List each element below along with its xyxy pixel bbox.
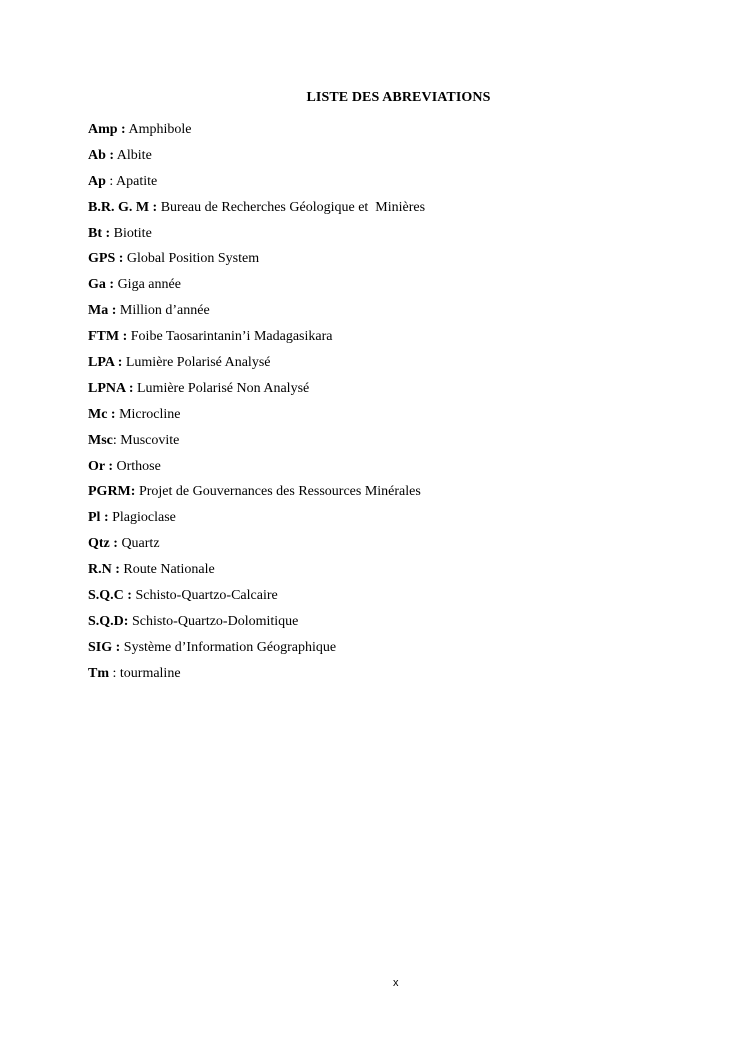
- abbreviation-term: SIG :: [88, 639, 121, 655]
- abbreviation-item: [88, 665, 425, 691]
- abbreviation-item: [88, 250, 425, 276]
- abbreviation-item: [88, 561, 425, 587]
- abbreviation-term: Ga :: [88, 277, 115, 293]
- abbreviation-term: Or :: [88, 458, 114, 474]
- page-number: x: [393, 977, 399, 989]
- abbreviation-term: Ap: [88, 173, 106, 189]
- page-title: LISTE DES ABREVIATIONS: [306, 90, 491, 105]
- abbreviation-term: Tm: [88, 665, 109, 681]
- abbreviation-term: S.Q.C :: [88, 588, 132, 604]
- abbreviation-definition: Lumière Polarisé Analysé: [125, 355, 271, 371]
- abbreviation-definition: Global Position System: [126, 251, 260, 267]
- abbreviation-item: [88, 121, 425, 147]
- abbreviation-term: Amp :: [88, 122, 126, 137]
- abbreviation-definition: Biotite: [113, 225, 152, 241]
- abbreviation-item: [88, 483, 425, 509]
- abbreviation-definition: Plagioclase: [112, 510, 176, 526]
- abbreviation-term: LPNA :: [88, 380, 134, 396]
- abbreviation-item: [88, 199, 425, 225]
- abbreviation-definition: Orthose: [116, 458, 161, 474]
- abbreviation-definition: Microcline: [119, 406, 181, 422]
- abbreviation-item: [88, 432, 425, 458]
- abbreviation-list: [88, 121, 425, 691]
- abbreviation-item: [88, 354, 425, 380]
- abbreviation-definition: Foibe Taosarintanin’i Madagasikara: [130, 329, 333, 345]
- abbreviation-item: [88, 328, 425, 354]
- abbreviation-definition: Schisto-Quartzo-Dolomitique: [131, 613, 299, 629]
- abbreviation-definition: Route Nationale: [123, 562, 215, 578]
- abbreviation-term: Bt :: [88, 225, 111, 241]
- abbreviation-term: R.N :: [88, 562, 120, 578]
- abbreviation-item: [88, 380, 425, 406]
- abbreviation-item: [88, 535, 425, 561]
- abbreviation-definition: tourmaline: [119, 665, 181, 681]
- abbreviation-item: [88, 639, 425, 665]
- abbreviation-term: S.Q.D:: [88, 613, 129, 629]
- abbreviation-definition: Quartz: [121, 536, 160, 552]
- abbreviation-term: Pl :: [88, 510, 109, 526]
- abbreviation-definition: Bureau de Recherches Géologique et Minières: [160, 199, 426, 215]
- abbreviation-term: Qtz :: [88, 536, 118, 552]
- abbreviation-item: [88, 147, 425, 173]
- abbreviation-definition: Giga année: [117, 277, 181, 293]
- abbreviation-item: [88, 587, 425, 613]
- abbreviation-definition: Schisto-Quartzo-Calcaire: [135, 588, 278, 604]
- abbreviation-definition: Amphibole: [128, 122, 192, 137]
- abbreviation-separator: :: [112, 432, 121, 448]
- abbreviation-definition: Million d’année: [119, 303, 210, 319]
- abbreviation-definition: Muscovite: [120, 432, 180, 448]
- abbreviation-item: [88, 173, 425, 199]
- abbreviation-item: [88, 406, 425, 432]
- abbreviation-item: [88, 458, 425, 484]
- abbreviation-item: [88, 613, 425, 639]
- abbreviation-item: [88, 276, 425, 302]
- abbreviation-definition: Projet de Gouvernances des Ressources Minérales: [138, 484, 421, 500]
- abbreviation-term: Ma :: [88, 303, 117, 319]
- abbreviation-term: Msc: [88, 432, 113, 448]
- abbreviation-definition: Lumière Polarisé Non Analysé: [137, 380, 310, 396]
- abbreviation-term: B.R. G. M :: [88, 199, 158, 215]
- abbreviation-separator: :: [105, 173, 117, 189]
- abbreviation-definition: Albite: [116, 147, 152, 163]
- abbreviation-definition: Apatite: [116, 173, 158, 189]
- abbreviation-term: Ab :: [88, 147, 115, 163]
- abbreviation-term: FTM :: [88, 329, 128, 345]
- abbreviation-item: [88, 302, 425, 328]
- abbreviation-term: LPA :: [88, 355, 123, 371]
- abbreviation-definition: Système d’Information Géographique: [123, 639, 337, 655]
- abbreviation-term: GPS :: [88, 251, 124, 267]
- abbreviation-item: [88, 509, 425, 535]
- abbreviation-separator: :: [109, 665, 120, 681]
- abbreviation-item: [88, 225, 425, 251]
- abbreviation-term: Mc :: [88, 406, 116, 422]
- abbreviation-term: PGRM:: [88, 484, 136, 500]
